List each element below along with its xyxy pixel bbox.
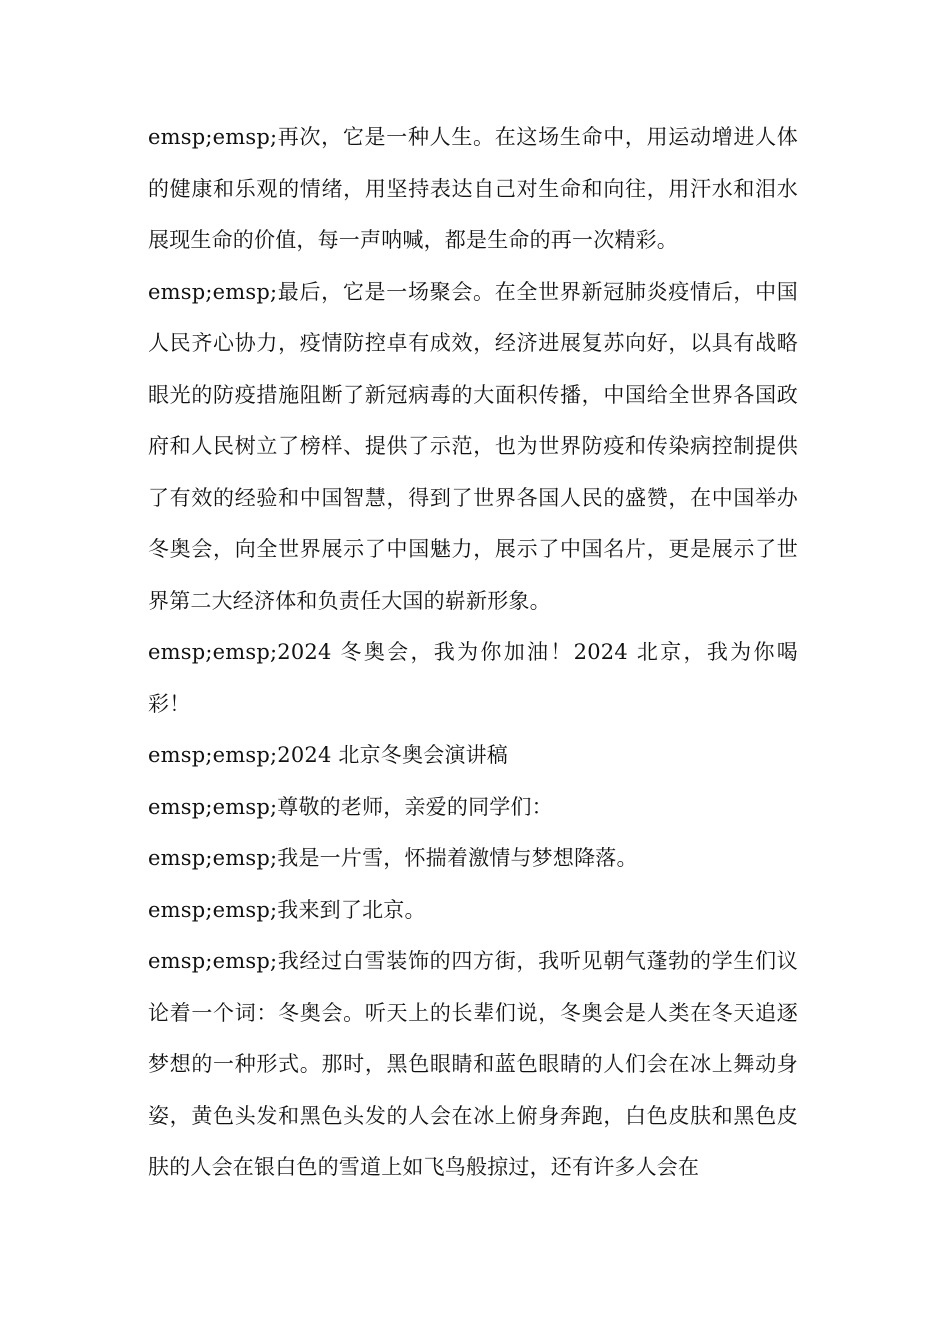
speech-title: emsp;emsp;2024 北京冬奥会演讲稿 bbox=[148, 743, 508, 767]
paragraph-snowflake: emsp;emsp;我是一片雪，怀揣着激情与梦想降落。 bbox=[148, 846, 638, 870]
paragraph-cheer: emsp;emsp;2024 冬奥会，我为你加油！2024 北京，我为你喝彩！ bbox=[148, 640, 798, 716]
salutation: emsp;emsp;尊敬的老师，亲爱的同学们： bbox=[148, 794, 553, 819]
paragraph-street: emsp;emsp;我经过白雪装饰的四方街，我听见朝气蓬勃的学生们议论着一个词：冬奥会。听天上的长辈们说，冬奥会是人类在冬天追逐梦想的一种形式。那时，黑色眼睛和蓝色眼睛的人们会在冰上舞动身姿，黄色头发和黑色头发的人会在冰上俯身奔跑，白色皮肤和黑色皮肤的人会在银白色的雪道上如飞鸟般掠过，还有许多人会在 bbox=[148, 949, 798, 1179]
paragraph-beijing: emsp;emsp;我来到了北京。 bbox=[148, 897, 426, 922]
paragraph-life: emsp;emsp;再次，它是一种人生。在这场生命中，用运动增进人体的健康和乐观的情绪，用坚持表达自己对生命和向往，用汗水和泪水展现生命的价值，每一声呐喊，都是生命的再一次精彩。 bbox=[148, 125, 798, 252]
document-body bbox=[148, 112, 798, 1194]
paragraph-gathering: emsp;emsp;最后，它是一场聚会。在全世界新冠肺炎疫情后，中国人民齐心协力，疫情防控卓有成效，经济进展复苏向好，以具有战略眼光的防疫措施阻断了新冠病毒的大面积传播，中国给全世界各国政府和人民树立了榜样、提供了示范，也为世界防疫和传染病控制提供了有效的经验和中国智慧，得到了世界各国人民的盛赞，在中国举办冬奥会，向全世界展示了中国魅力，展示了中国名片，更是展示了世界第二大经济体和负责任大国的崭新形象。 bbox=[148, 279, 798, 613]
